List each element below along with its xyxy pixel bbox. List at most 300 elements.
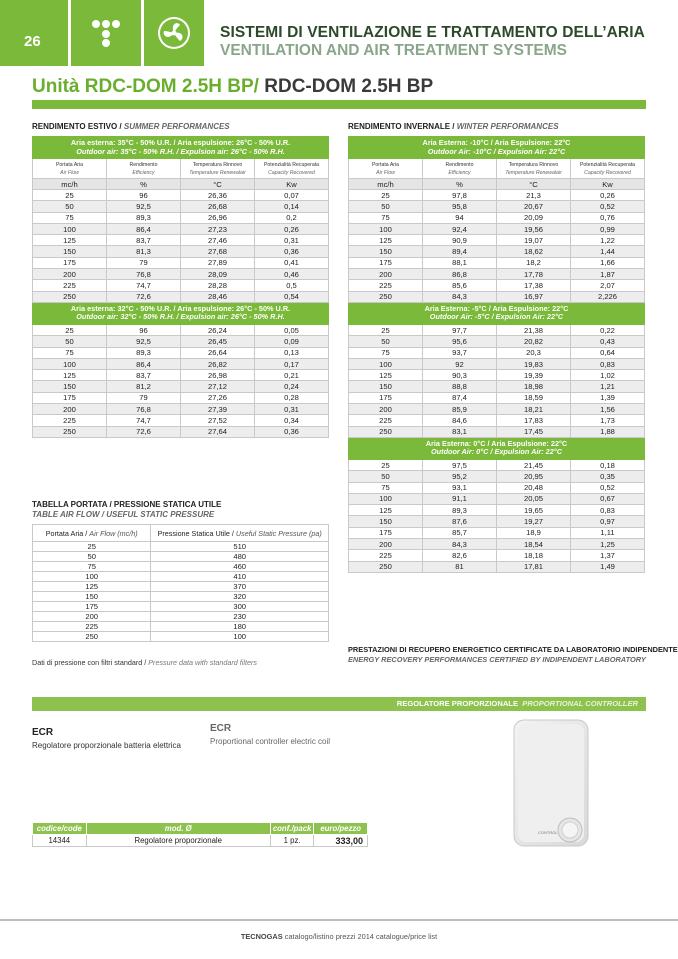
device-label: CONTROL xyxy=(538,830,558,835)
table-row xyxy=(33,404,329,415)
condition-it: Aria Esterna: -5°C / Aria Espulsione: 22°C xyxy=(424,303,569,313)
table-row xyxy=(349,493,645,504)
table-cell: 92,5 xyxy=(107,336,181,347)
header-title-en: VENTILATION AND AIR TREATMENT SYSTEMS xyxy=(220,42,568,59)
table-cell: 225 xyxy=(349,550,423,561)
column-header-en: Capacity Recovered xyxy=(584,169,631,176)
table-row xyxy=(349,459,645,470)
table-cell: 18,18 xyxy=(497,550,571,561)
table-cell: 250 xyxy=(349,291,423,302)
table-cell: 0,05 xyxy=(255,324,329,335)
table-cell: 96 xyxy=(107,190,181,201)
condition-cell xyxy=(349,302,645,324)
table-cell: 92,5 xyxy=(107,201,181,212)
condition-en: Outdoor air: 32°C - 50% R.H. / Expulsion air: 26°C - 50% R.H. xyxy=(76,312,285,322)
table-cell: 18,2 xyxy=(497,257,571,268)
table-cell: 150 xyxy=(349,246,423,257)
unit-cell: % xyxy=(107,179,181,190)
table-cell: 28,28 xyxy=(181,280,255,291)
units-row xyxy=(33,179,329,190)
table-cell: 250 xyxy=(33,426,107,437)
table-cell: 85,9 xyxy=(423,404,497,415)
table-cell: 83,1 xyxy=(423,426,497,437)
summer-performance-table xyxy=(32,136,329,438)
table-row xyxy=(349,404,645,415)
table-cell: 1,73 xyxy=(571,415,645,426)
table-cell: 18,59 xyxy=(497,392,571,403)
pressure-cell: 100 xyxy=(33,572,151,582)
table-cell: 84,3 xyxy=(423,291,497,302)
table-row xyxy=(33,223,329,234)
table-cell: 79 xyxy=(107,392,181,403)
table-cell: 19,56 xyxy=(497,223,571,234)
price-col-code: codice/code xyxy=(33,823,87,835)
table-cell: 26,36 xyxy=(181,190,255,201)
table-cell: 0,5 xyxy=(255,280,329,291)
table-cell: 27,26 xyxy=(181,392,255,403)
table-cell: 87,4 xyxy=(423,392,497,403)
table-cell: 26,82 xyxy=(181,358,255,369)
condition-en: Outdoor air: 35°C - 50% R.H. / Expulsion air: 26°C - 50% R.H. xyxy=(76,146,285,156)
table-cell: 93,1 xyxy=(423,482,497,493)
page-header xyxy=(0,0,678,66)
ecr-description-en: ECR Proportional controller electric coil xyxy=(210,723,331,746)
table-cell: 0,31 xyxy=(255,235,329,246)
column-header-en: Air Flow xyxy=(60,169,79,176)
table-cell: 50 xyxy=(33,336,107,347)
pressure-cell: 460 xyxy=(151,562,329,572)
table-cell: 0,07 xyxy=(255,190,329,201)
table-row xyxy=(349,269,645,280)
table-cell: 2,07 xyxy=(571,280,645,291)
table-cell: 19,27 xyxy=(497,516,571,527)
column-header-en: Temperature Renewalair xyxy=(505,169,562,176)
column-header xyxy=(571,159,645,179)
table-cell: 200 xyxy=(33,404,107,415)
price-col-pack: conf./pack xyxy=(270,823,314,835)
pressure-col-airflow: Portata Aria / Air Flow (mc/h) xyxy=(33,525,151,542)
table-cell: 250 xyxy=(349,426,423,437)
table-row xyxy=(33,201,329,212)
table-cell: 27,64 xyxy=(181,426,255,437)
pressure-cell: 230 xyxy=(151,612,329,622)
table-cell: 0,09 xyxy=(255,336,329,347)
table-cell: 0,2 xyxy=(255,212,329,223)
footer-divider xyxy=(0,919,678,921)
condition-it: Aria esterna: 32°C - 50% U.R. / Aria espulsione: 26°C - 50% U.R. xyxy=(70,303,291,313)
column-header xyxy=(107,159,181,179)
table-cell: 85,7 xyxy=(423,527,497,538)
table-cell: 0,13 xyxy=(255,347,329,358)
table-row xyxy=(349,201,645,212)
pressure-cell: 320 xyxy=(151,592,329,602)
table-cell: 0,24 xyxy=(255,381,329,392)
column-header xyxy=(33,159,107,179)
table-row xyxy=(349,257,645,268)
column-header-it: Rendimento xyxy=(445,161,474,168)
table-cell: 2,226 xyxy=(571,291,645,302)
table-cell: 100 xyxy=(349,493,423,504)
condition-row xyxy=(33,302,329,324)
table-cell: 92 xyxy=(423,358,497,369)
table-row xyxy=(349,516,645,527)
table-cell: 96 xyxy=(107,324,181,335)
table-cell: 26,68 xyxy=(181,201,255,212)
table-cell: 225 xyxy=(33,280,107,291)
table-cell: 225 xyxy=(349,415,423,426)
condition-row xyxy=(349,302,645,324)
table-row xyxy=(349,550,645,561)
table-cell: 50 xyxy=(349,471,423,482)
table-cell: 1,11 xyxy=(571,527,645,538)
price-code: 14344 xyxy=(33,835,87,847)
table-row xyxy=(349,561,645,572)
table-cell: 27,89 xyxy=(181,257,255,268)
table-cell: 89,3 xyxy=(107,212,181,223)
table-cell: 97,8 xyxy=(423,190,497,201)
table-cell: 20,82 xyxy=(497,336,571,347)
table-row xyxy=(349,370,645,381)
table-row xyxy=(33,347,329,358)
title-divider xyxy=(32,100,646,109)
table-cell: 125 xyxy=(33,370,107,381)
winter-label: RENDIMENTO INVERNALE / WINTER PERFORMANCES xyxy=(348,122,559,131)
column-header-row xyxy=(349,159,645,179)
pressure-label-it: TABELLA PORTATA / PRESSIONE STATICA UTILE xyxy=(32,500,222,509)
pressure-cell: 100 xyxy=(151,632,329,642)
table-cell: 0,28 xyxy=(255,392,329,403)
condition-cell xyxy=(33,302,329,324)
column-header-en: Efficiency xyxy=(448,169,471,176)
certification-note xyxy=(348,645,678,665)
table-row xyxy=(349,426,645,437)
unit-cell: mc/h xyxy=(349,179,423,190)
table-cell: 20,3 xyxy=(497,347,571,358)
table-cell: 79 xyxy=(107,257,181,268)
table-cell: 26,64 xyxy=(181,347,255,358)
table-cell: 100 xyxy=(33,223,107,234)
table-cell: 97,7 xyxy=(423,324,497,335)
pressure-row xyxy=(33,582,329,592)
column-header xyxy=(349,159,423,179)
table-cell: 20,67 xyxy=(497,201,571,212)
column-header-it: Temperatura Rinnovo xyxy=(508,161,559,168)
table-cell: 21,38 xyxy=(497,324,571,335)
pressure-cell: 370 xyxy=(151,582,329,592)
table-cell: 0,64 xyxy=(571,347,645,358)
pressure-note: Dati di pressione con filtri standard / Pressure data with standard filters xyxy=(32,658,257,667)
table-cell: 0,18 xyxy=(571,459,645,470)
condition-row xyxy=(349,137,645,159)
price-table xyxy=(32,822,368,847)
unit-title-it: Unità RDC-DOM 2.5H BP/ xyxy=(32,76,259,97)
table-cell: 95,2 xyxy=(423,471,497,482)
table-cell: 81,3 xyxy=(107,246,181,257)
table-cell: 0,26 xyxy=(571,190,645,201)
table-cell: 17,45 xyxy=(497,426,571,437)
table-cell: 0,36 xyxy=(255,246,329,257)
table-cell: 200 xyxy=(33,269,107,280)
column-header-it: Temperatura Rinnovo xyxy=(192,161,243,168)
table-cell: 0,99 xyxy=(571,223,645,234)
table-cell: 28,46 xyxy=(181,291,255,302)
table-row xyxy=(349,223,645,234)
table-cell: 125 xyxy=(349,505,423,516)
table-cell: 17,78 xyxy=(497,269,571,280)
table-cell: 225 xyxy=(349,280,423,291)
table-cell: 19,83 xyxy=(497,358,571,369)
pressure-row xyxy=(33,602,329,612)
table-row xyxy=(33,280,329,291)
table-cell: 0,67 xyxy=(571,493,645,504)
table-cell: 18,62 xyxy=(497,246,571,257)
column-header-en: Capacity Recovered xyxy=(268,169,315,176)
table-cell: 0,35 xyxy=(571,471,645,482)
pressure-label-en: TABLE AIR FLOW / USEFUL STATIC PRESSURE xyxy=(32,510,215,519)
table-cell: 1,49 xyxy=(571,561,645,572)
table-row xyxy=(349,280,645,291)
table-cell: 93,7 xyxy=(423,347,497,358)
condition-en: Outdoor Air: -10°C / Expulsion Air: 22°C xyxy=(427,146,566,156)
table-cell: 95,6 xyxy=(423,336,497,347)
fan-icon xyxy=(144,0,204,66)
table-cell: 150 xyxy=(33,246,107,257)
table-cell: 0,97 xyxy=(571,516,645,527)
table-row xyxy=(349,336,645,347)
brand-logo-icon xyxy=(71,0,141,66)
pressure-cell: 410 xyxy=(151,572,329,582)
table-cell: 0,31 xyxy=(255,404,329,415)
column-header-en: Temperature Renewalair xyxy=(189,169,246,176)
table-cell: 175 xyxy=(349,392,423,403)
unit-cell: °C xyxy=(497,179,571,190)
table-row xyxy=(349,246,645,257)
table-cell: 97,5 xyxy=(423,459,497,470)
table-cell: 72,6 xyxy=(107,426,181,437)
table-cell: 0,34 xyxy=(255,415,329,426)
table-cell: 19,65 xyxy=(497,505,571,516)
condition-it: Aria esterna: 35°C - 50% U.R. / Aria espulsione: 26°C - 50% U.R. xyxy=(70,138,291,147)
table-cell: 84,3 xyxy=(423,539,497,550)
pressure-table xyxy=(32,524,329,642)
table-cell: 150 xyxy=(349,381,423,392)
pressure-cell: 480 xyxy=(151,552,329,562)
table-cell: 20,48 xyxy=(497,482,571,493)
certification-en: ENERGY RECOVERY PERFORMANCES CERTIFIED BY INDIPENDENT LABORATORY xyxy=(348,655,646,664)
table-cell: 25 xyxy=(33,324,107,335)
table-cell: 1,21 xyxy=(571,381,645,392)
table-cell: 200 xyxy=(349,404,423,415)
column-header-it: Rendimento xyxy=(129,161,158,168)
condition-cell xyxy=(349,437,645,459)
table-cell: 83,7 xyxy=(107,235,181,246)
table-row xyxy=(33,392,329,403)
pressure-cell: 225 xyxy=(33,622,151,632)
table-row xyxy=(33,269,329,280)
certification-it: PRESTAZIONI DI RECUPERO ENERGETICO CERTIFICATE DA LABORATORIO INDIPENDENTE xyxy=(348,645,678,654)
unit-title xyxy=(32,76,433,98)
column-header xyxy=(497,159,571,179)
table-cell: 0,43 xyxy=(571,336,645,347)
table-cell: 50 xyxy=(349,201,423,212)
table-cell: 0,52 xyxy=(571,482,645,493)
price-model: Regolatore proporzionale xyxy=(86,835,270,847)
table-cell: 27,12 xyxy=(181,381,255,392)
table-row xyxy=(349,539,645,550)
table-cell: 0,54 xyxy=(255,291,329,302)
units-row xyxy=(349,179,645,190)
regulator-bar: REGOLATORE PROPORZIONALE PROPORTIONAL CONTROLLER xyxy=(32,697,646,711)
table-cell: 25 xyxy=(349,324,423,335)
table-cell: 1,22 xyxy=(571,235,645,246)
table-cell: 1,87 xyxy=(571,269,645,280)
table-cell: 125 xyxy=(349,235,423,246)
table-cell: 92,4 xyxy=(423,223,497,234)
table-cell: 1,25 xyxy=(571,539,645,550)
column-header-it: Potenzialità Recuperata xyxy=(579,161,636,168)
pressure-row xyxy=(33,612,329,622)
pressure-row xyxy=(33,562,329,572)
pressure-cell: 510 xyxy=(151,542,329,552)
table-cell: 100 xyxy=(33,358,107,369)
table-cell: 0,36 xyxy=(255,426,329,437)
table-cell: 86,4 xyxy=(107,223,181,234)
table-cell: 175 xyxy=(349,527,423,538)
table-row xyxy=(33,370,329,381)
column-header-en: Efficiency xyxy=(132,169,155,176)
condition-it: Aria Esterna: 0°C / Aria Espulsione: 22°C xyxy=(425,438,568,448)
table-cell: 125 xyxy=(33,235,107,246)
table-cell: 0,52 xyxy=(571,201,645,212)
table-cell: 25 xyxy=(349,459,423,470)
summer-label: RENDIMENTO ESTIVO / SUMMER PERFORMANCES xyxy=(32,122,230,131)
table-cell: 88,8 xyxy=(423,381,497,392)
table-cell: 26,24 xyxy=(181,324,255,335)
table-cell: 28,09 xyxy=(181,269,255,280)
table-cell: 72,6 xyxy=(107,291,181,302)
column-header-it: Portata Aria xyxy=(371,161,400,168)
price-col-model: mod. Ø xyxy=(86,823,270,835)
table-cell: 27,46 xyxy=(181,235,255,246)
table-row xyxy=(349,324,645,335)
page-footer: TECNOGAS catalogo/listino prezzi 2014 catalogue/price list xyxy=(240,932,438,941)
table-cell: 20,05 xyxy=(497,493,571,504)
table-cell: 150 xyxy=(33,381,107,392)
table-cell: 83,7 xyxy=(107,370,181,381)
pressure-cell: 175 xyxy=(33,602,151,612)
table-cell: 150 xyxy=(349,516,423,527)
table-cell: 75 xyxy=(349,482,423,493)
price-table-header xyxy=(33,823,368,835)
table-cell: 1,02 xyxy=(571,370,645,381)
table-cell: 1,88 xyxy=(571,426,645,437)
pressure-cell: 125 xyxy=(33,582,151,592)
table-cell: 25 xyxy=(33,190,107,201)
column-header-en: Air Flow xyxy=(376,169,395,176)
column-header xyxy=(255,159,329,179)
price-value: 333,00 xyxy=(314,835,368,847)
table-cell: 26,98 xyxy=(181,370,255,381)
pressure-row xyxy=(33,572,329,582)
table-cell: 175 xyxy=(33,392,107,403)
table-cell: 76,8 xyxy=(107,269,181,280)
pressure-row xyxy=(33,552,329,562)
pressure-row xyxy=(33,542,329,552)
pressure-col-static: Pressione Statica Utile / Useful Static Pressure (pa) xyxy=(151,525,329,542)
table-cell: 0,22 xyxy=(571,324,645,335)
condition-cell xyxy=(349,137,645,159)
unit-cell: mc/h xyxy=(33,179,107,190)
table-cell: 94 xyxy=(423,212,497,223)
table-cell: 84,6 xyxy=(423,415,497,426)
pressure-cell: 180 xyxy=(151,622,329,632)
table-cell: 89,3 xyxy=(107,347,181,358)
table-row xyxy=(33,257,329,268)
table-cell: 26,45 xyxy=(181,336,255,347)
table-row xyxy=(33,235,329,246)
table-row xyxy=(349,347,645,358)
table-cell: 75 xyxy=(349,212,423,223)
table-cell: 27,23 xyxy=(181,223,255,234)
pressure-cell: 250 xyxy=(33,632,151,642)
pressure-cell: 200 xyxy=(33,612,151,622)
table-cell: 26,96 xyxy=(181,212,255,223)
table-cell: 1,56 xyxy=(571,404,645,415)
table-row xyxy=(349,291,645,302)
unit-cell: Kw xyxy=(255,179,329,190)
table-cell: 86,8 xyxy=(423,269,497,280)
table-cell: 81,2 xyxy=(107,381,181,392)
condition-en: Outdoor Air: 0°C / Expulsion Air: 22°C xyxy=(431,447,562,457)
unit-cell: Kw xyxy=(571,179,645,190)
table-cell: 18,54 xyxy=(497,539,571,550)
table-cell: 1,39 xyxy=(571,392,645,403)
table-cell: 100 xyxy=(349,223,423,234)
pressure-row xyxy=(33,592,329,602)
table-cell: 75 xyxy=(349,347,423,358)
table-row xyxy=(33,324,329,335)
table-row xyxy=(349,358,645,369)
table-cell: 20,09 xyxy=(497,212,571,223)
header-title-it: SISTEMI DI VENTILAZIONE E TRATTAMENTO DELL’ARIA xyxy=(220,24,645,41)
table-cell: 18,21 xyxy=(497,404,571,415)
table-row xyxy=(33,426,329,437)
winter-performance-table xyxy=(348,136,645,573)
table-row xyxy=(349,415,645,426)
column-header xyxy=(181,159,255,179)
table-row xyxy=(349,235,645,246)
table-cell: 75 xyxy=(33,212,107,223)
table-cell: 87,6 xyxy=(423,516,497,527)
table-cell: 21,45 xyxy=(497,459,571,470)
table-row xyxy=(33,190,329,201)
column-header-it: Portata Aria xyxy=(55,161,84,168)
table-cell: 81 xyxy=(423,561,497,572)
table-cell: 1,44 xyxy=(571,246,645,257)
price-pack: 1 pz. xyxy=(270,835,314,847)
pressure-row xyxy=(33,632,329,642)
table-cell: 74,7 xyxy=(107,415,181,426)
table-cell: 21,3 xyxy=(497,190,571,201)
condition-row xyxy=(33,137,329,159)
pressure-table-header xyxy=(33,525,329,542)
table-row xyxy=(33,212,329,223)
column-header xyxy=(423,159,497,179)
column-header-row xyxy=(33,159,329,179)
table-cell: 95,8 xyxy=(423,201,497,212)
table-cell: 0,21 xyxy=(255,370,329,381)
table-row xyxy=(33,415,329,426)
